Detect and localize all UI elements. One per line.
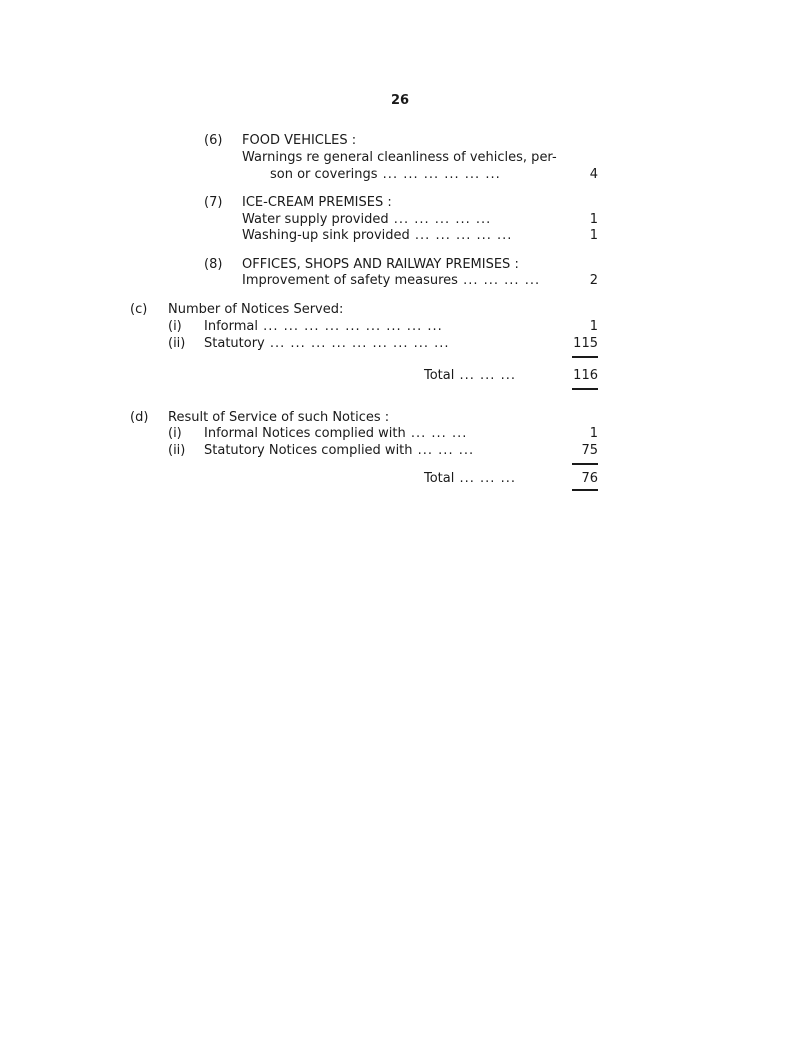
page-number: 26: [391, 93, 410, 108]
section-c-item1-value: 1: [589, 319, 598, 334]
section-c-marker: (c): [130, 302, 148, 317]
section-8-marker: (8): [204, 257, 223, 272]
section-7-marker: (7): [204, 195, 223, 210]
section-d-total-label: Total ... ... ...: [424, 471, 516, 486]
section-6-value: 4: [589, 167, 598, 182]
section-7-item2-label: Washing-up sink provided ... ... ... ... ...: [242, 228, 513, 243]
total-rule: [572, 489, 598, 491]
section-d-total-value: 76: [581, 471, 598, 486]
section-d-item2-label: Statutory Notices complied with ... ... ...: [204, 443, 475, 458]
section-c-heading: Number of Notices Served:: [168, 302, 344, 317]
section-d-marker: (d): [130, 410, 149, 425]
section-8-item1-value: 2: [589, 273, 598, 288]
section-c-total-value: 116: [573, 368, 598, 383]
section-d-heading: Result of Service of such Notices :: [168, 410, 390, 425]
section-7-item1-label: Water supply provided ... ... ... ... ...: [242, 212, 492, 227]
total-rule: [572, 388, 598, 390]
section-6-line2: son or coverings ... ... ... ... ... ...: [270, 167, 501, 182]
section-d-item1-label: Informal Notices complied with ... ... ...: [204, 426, 468, 441]
section-d-item2-value: 75: [581, 443, 598, 458]
section-c-item2-value: 115: [573, 336, 598, 351]
section-8-heading: OFFICES, SHOPS AND RAILWAY PREMISES :: [242, 257, 519, 272]
section-7-item2-value: 1: [589, 228, 598, 243]
section-7-heading: ICE-CREAM PREMISES :: [242, 195, 392, 210]
subtotal-rule: [572, 356, 598, 358]
section-d-item2-marker: (ii): [168, 443, 186, 458]
section-c-item2-label: Statutory ... ... ... ... ... ... ... ... ...: [204, 336, 450, 351]
section-6-heading: FOOD VEHICLES :: [242, 133, 357, 148]
section-d-item1-marker: (i): [168, 426, 182, 441]
section-8-item1-label: Improvement of safety measures ... ... ... ...: [242, 273, 541, 288]
section-c-total-label: Total ... ... ...: [424, 368, 516, 383]
subtotal-rule: [572, 463, 598, 465]
section-c-item2-marker: (ii): [168, 336, 186, 351]
section-c-item1-marker: (i): [168, 319, 182, 334]
section-c-item1-label: Informal ... ... ... ... ... ... ... ... ...: [204, 319, 443, 334]
section-7-item1-value: 1: [589, 212, 598, 227]
section-d-item1-value: 1: [589, 426, 598, 441]
section-6-line1: Warnings re general cleanliness of vehicles, per-: [242, 150, 557, 165]
section-6-marker: (6): [204, 133, 223, 148]
